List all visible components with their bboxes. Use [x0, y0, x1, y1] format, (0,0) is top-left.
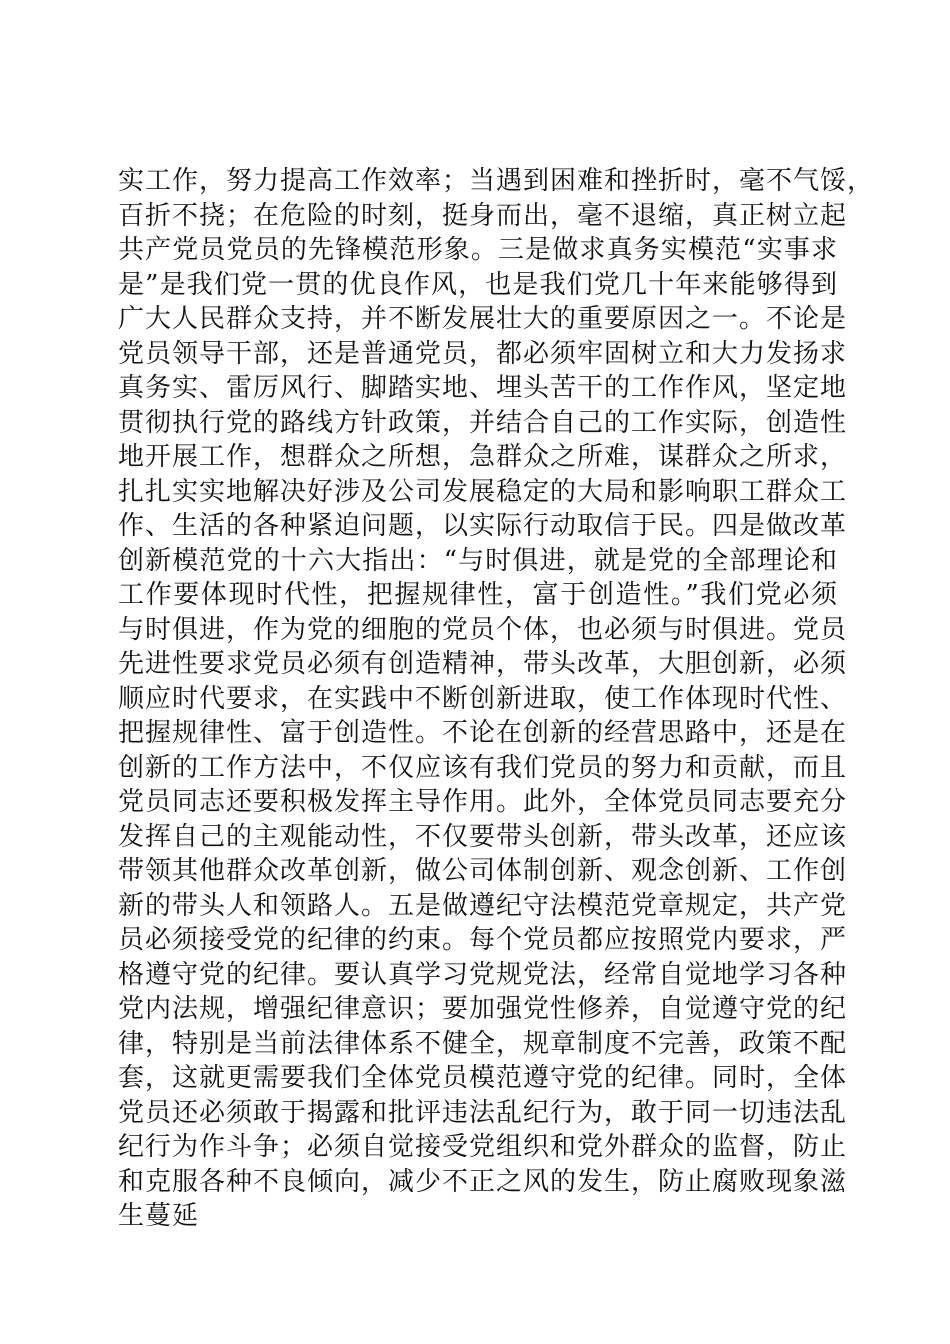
text-line: 先进性要求党员必须有创造精神，带头改革，大胆创新，必须: [118, 649, 848, 679]
text-line: 党员还必须敢于揭露和批评违法乱纪行为，敢于同一切违法乱: [118, 1097, 848, 1128]
text-line: 地开展工作，想群众之所想，急群众之所难，谋群众之所求，: [118, 442, 848, 472]
text-line: 党员同志还要积极发挥主导作用。此外，全体党员同志要充分: [118, 787, 848, 817]
text-line: 创新模范党的十六大指出：“与时俱进，就是党的全部理论和: [118, 545, 838, 576]
text-line: 新的带头人和领路人。五是做遵纪守法模范党章规定，共产党: [118, 890, 848, 921]
text-line: 是”是我们党一贯的优良作风，也是我们党几十年来能够得到: [118, 269, 838, 300]
text-line: 带领其他群众改革创新，做公司体制创新、观念创新、工作创: [118, 856, 848, 886]
text-line: 发挥自己的主观能动性，不仅要带头创新，带头改革，还应该: [118, 821, 848, 852]
text-line: 作、生活的各种紧迫问题，以实际行动取信于民。四是做改革: [118, 511, 848, 541]
text-line: 格遵守党的纪律。要认真学习党规党法，经常自觉地学习各种: [118, 959, 848, 990]
text-line: 广大人民群众支持，并不断发展壮大的重要原因之一。不论是: [118, 304, 848, 334]
text-line: 纪行为作斗争；必须自觉接受党组织和党外群众的监督，防止: [118, 1132, 848, 1162]
text-line: 工作要体现时代性，把握规律性，富于创造性。”我们党必须: [118, 580, 838, 610]
text-line: 党内法规，增强纪律意识；要加强党性修养，自觉遵守党的纪: [118, 994, 848, 1024]
text-line: 真务实、雷厉风行、脚踏实地、埋头苦干的工作作风，坚定地: [118, 373, 848, 403]
text-line: 与时俱进，作为党的细胞的党员个体，也必须与时俱进。党员: [118, 614, 848, 645]
text-line: 实工作，努力提高工作效率；当遇到困难和挫折时，毫不气馁，: [118, 166, 875, 196]
text-line: 生蔓延: [118, 1201, 200, 1231]
text-line: 员必须接受党的纪律的约束。每个党员都应按照党内要求，严: [118, 925, 848, 955]
text-line: 创新的工作方法中，不仅应该有我们党员的努力和贡献，而且: [118, 752, 848, 783]
text-line: 套，这就更需要我们全体党员模范遵守党的纪律。同时，全体: [118, 1063, 848, 1093]
text-line: 顺应时代要求，在实践中不断创新进取，使工作体现时代性、: [118, 683, 848, 714]
text-line: 和克服各种不良倾向，减少不正之风的发生，防止腐败现象滋: [118, 1166, 848, 1197]
text-line: 把握规律性、富于创造性。不论在创新的经营思路中，还是在: [118, 718, 848, 748]
text-line: 扎扎实实地解决好涉及公司发展稳定的大局和影响职工群众工: [118, 476, 848, 507]
text-line: 党员领导干部，还是普通党员，都必须牢固树立和大力发扬求: [118, 338, 848, 369]
text-line: 贯彻执行党的路线方针政策，并结合自己的工作实际，创造性: [118, 407, 848, 438]
text-line: 百折不挠；在危险的时刻，挺身而出，毫不退缩，真正树立起: [118, 200, 848, 231]
text-line: 律，特别是当前法律体系不健全，规章制度不完善，政策不配: [118, 1028, 848, 1059]
body-text: [118, 164, 875, 1234]
text-line: 共产党员党员的先锋模范形象。三是做求真务实模范“实事求: [118, 235, 838, 265]
